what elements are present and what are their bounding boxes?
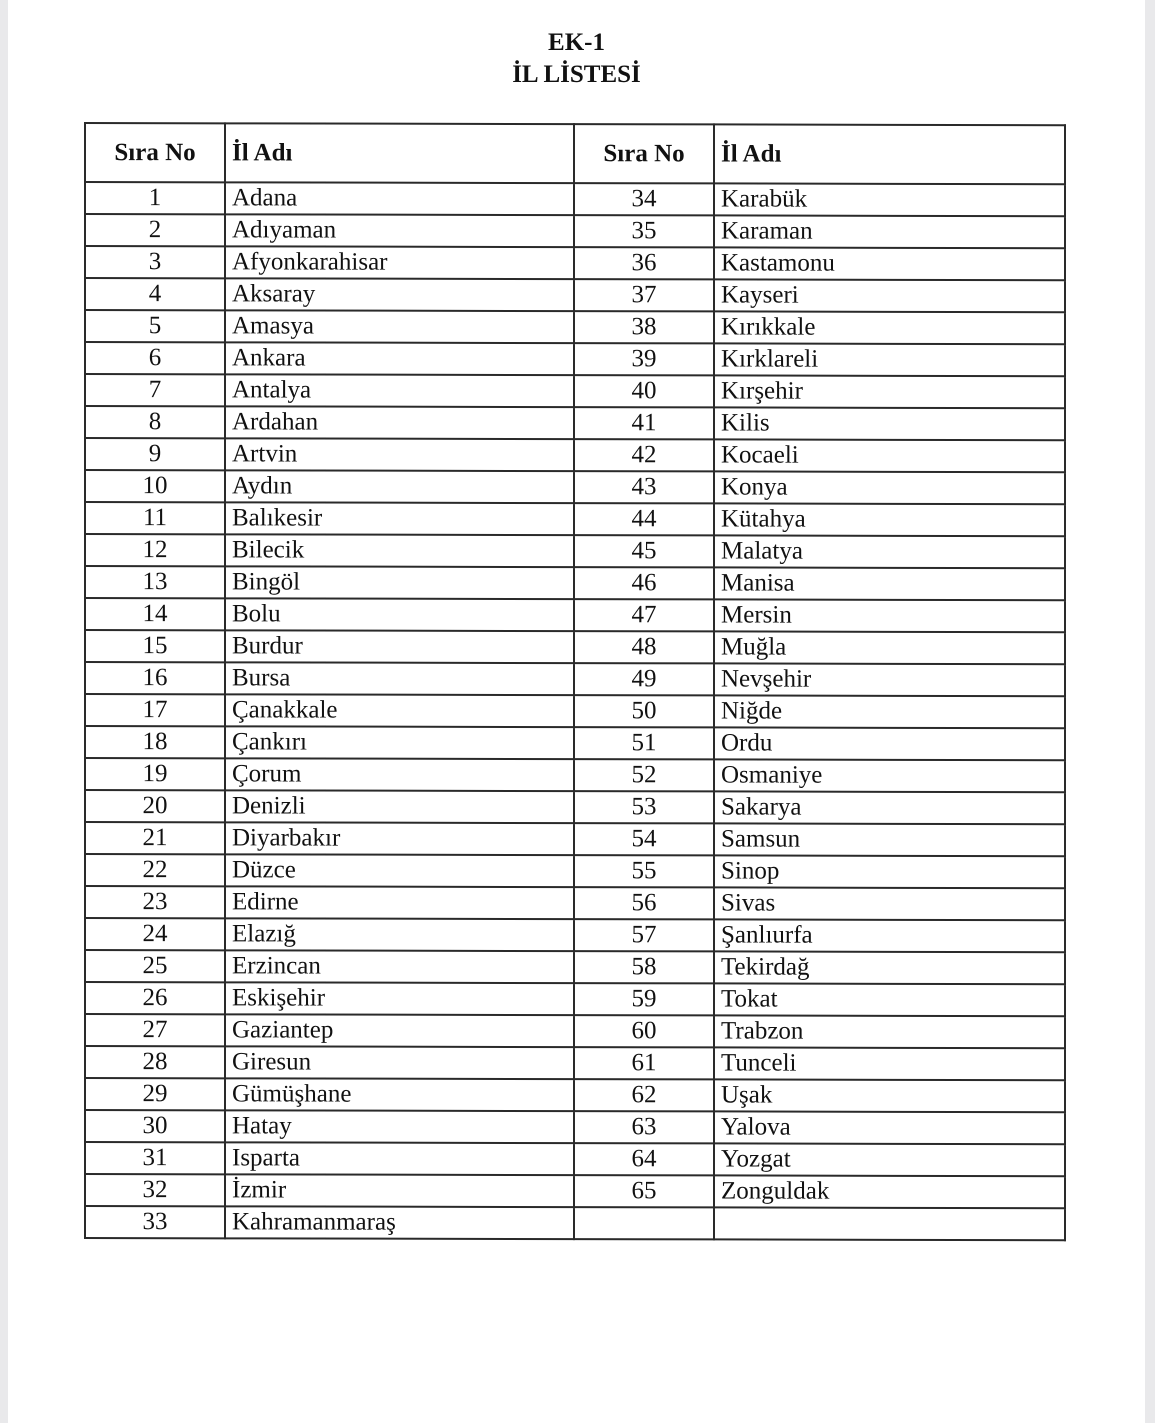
row-number-left: 16 bbox=[85, 662, 225, 694]
row-number-left: 6 bbox=[85, 342, 225, 374]
table-row bbox=[85, 1046, 1065, 1080]
province-name-right: Kırıkkale bbox=[714, 311, 1065, 344]
province-name-left: Edirne bbox=[225, 886, 574, 919]
table-header-row bbox=[85, 123, 1065, 184]
province-name-right: Karaman bbox=[714, 215, 1065, 248]
province-name-left: Isparta bbox=[225, 1142, 574, 1175]
table-row bbox=[85, 630, 1065, 664]
row-number-left: 26 bbox=[85, 982, 225, 1014]
table-row bbox=[85, 534, 1065, 568]
province-name-right: Niğde bbox=[714, 695, 1065, 728]
row-number-left: 8 bbox=[85, 406, 225, 438]
province-name-left: Düzce bbox=[225, 854, 574, 887]
province-name-left: Ardahan bbox=[225, 406, 574, 439]
row-number-right: 63 bbox=[574, 1111, 714, 1143]
table-row bbox=[85, 182, 1065, 216]
province-name-left: Aksaray bbox=[225, 278, 574, 311]
province-name-right: Uşak bbox=[714, 1079, 1065, 1112]
province-name-right: Yalova bbox=[714, 1111, 1065, 1144]
province-name-left: Eskişehir bbox=[225, 982, 574, 1015]
table-row bbox=[85, 246, 1065, 280]
province-name-right: Kırşehir bbox=[714, 375, 1065, 408]
province-name-left: Ankara bbox=[225, 342, 574, 375]
row-number-right: 45 bbox=[574, 535, 714, 567]
row-number-left: 12 bbox=[85, 534, 225, 566]
province-name-right: Sakarya bbox=[714, 791, 1065, 824]
province-name-right: Zonguldak bbox=[714, 1175, 1065, 1208]
province-name-left: Çorum bbox=[225, 758, 574, 791]
province-name-left: Erzincan bbox=[225, 950, 574, 983]
table-row bbox=[85, 438, 1065, 472]
province-name-right: Kocaeli bbox=[714, 439, 1065, 472]
row-number-left: 4 bbox=[85, 278, 225, 310]
table-body bbox=[85, 182, 1065, 1240]
province-name-left: Burdur bbox=[225, 630, 574, 663]
province-name-left: Balıkesir bbox=[225, 502, 574, 535]
table-row bbox=[85, 470, 1065, 504]
row-number-right: 35 bbox=[574, 215, 714, 247]
table-row bbox=[85, 374, 1065, 408]
row-number-right: 52 bbox=[574, 759, 714, 791]
row-number-left: 7 bbox=[85, 374, 225, 406]
table-row bbox=[85, 982, 1065, 1016]
province-name-right: Nevşehir bbox=[714, 663, 1065, 696]
row-number-left: 29 bbox=[85, 1078, 225, 1110]
table-row bbox=[85, 310, 1065, 344]
province-name-left: Artvin bbox=[225, 438, 574, 471]
row-number-right: 58 bbox=[574, 951, 714, 983]
row-number-left: 31 bbox=[85, 1142, 225, 1174]
row-number-right: 64 bbox=[574, 1143, 714, 1175]
province-name-left: Gümüşhane bbox=[225, 1078, 574, 1111]
province-name-left: Amasya bbox=[225, 310, 574, 343]
province-name-left: Adana bbox=[225, 182, 574, 215]
row-number-right: 61 bbox=[574, 1047, 714, 1079]
province-name-right: Şanlıurfa bbox=[714, 919, 1065, 952]
province-name-right: Malatya bbox=[714, 535, 1065, 568]
province-name-right: Mersin bbox=[714, 599, 1065, 632]
row-number-right: 56 bbox=[574, 887, 714, 919]
header-sira-no-right: Sıra No bbox=[574, 124, 714, 183]
header-il-adi-left: İl Adı bbox=[225, 123, 574, 183]
row-number-right: 44 bbox=[574, 503, 714, 535]
province-name-left: İzmir bbox=[225, 1174, 574, 1207]
row-number-right: 37 bbox=[574, 279, 714, 311]
row-number-left: 15 bbox=[85, 630, 225, 662]
province-name-right: Karabük bbox=[714, 183, 1065, 216]
table-row bbox=[85, 1174, 1065, 1208]
province-name-right: Ordu bbox=[714, 727, 1065, 760]
row-number-right: 53 bbox=[574, 791, 714, 823]
table-row bbox=[85, 502, 1065, 536]
table-row bbox=[85, 694, 1065, 728]
table-row bbox=[85, 278, 1065, 312]
province-name-right: Kırklareli bbox=[714, 343, 1065, 376]
row-number-left: 30 bbox=[85, 1110, 225, 1142]
table-row bbox=[85, 1078, 1065, 1112]
province-name-right: Manisa bbox=[714, 567, 1065, 600]
province-name-right: Tunceli bbox=[714, 1047, 1065, 1080]
province-name-left: Gaziantep bbox=[225, 1014, 574, 1047]
row-number-left: 28 bbox=[85, 1046, 225, 1078]
row-number-right: 49 bbox=[574, 663, 714, 695]
row-number-right: 43 bbox=[574, 471, 714, 503]
row-number-left: 3 bbox=[85, 246, 225, 278]
province-name-right: Kastamonu bbox=[714, 247, 1065, 280]
row-number-right: 38 bbox=[574, 311, 714, 343]
province-name-left: Aydın bbox=[225, 470, 574, 503]
province-name-right: Yozgat bbox=[714, 1143, 1065, 1176]
row-number-right: 40 bbox=[574, 375, 714, 407]
table-row bbox=[85, 1014, 1065, 1048]
row-number-right: 42 bbox=[574, 439, 714, 471]
row-number-left: 21 bbox=[85, 822, 225, 854]
row-number-right: 36 bbox=[574, 247, 714, 279]
province-name-left: Çankırı bbox=[225, 726, 574, 759]
table-row bbox=[85, 854, 1065, 888]
province-table bbox=[84, 122, 1066, 1241]
row-number-right: 62 bbox=[574, 1079, 714, 1111]
row-number-left: 11 bbox=[85, 502, 225, 534]
row-number-left: 14 bbox=[85, 598, 225, 630]
row-number-right: 34 bbox=[574, 183, 714, 215]
table-row bbox=[85, 950, 1065, 984]
row-number-left: 9 bbox=[85, 438, 225, 470]
row-number-right: 59 bbox=[574, 983, 714, 1015]
row-number-right bbox=[574, 1207, 714, 1239]
province-name-left: Elazığ bbox=[225, 918, 574, 951]
province-name-right: Trabzon bbox=[714, 1015, 1065, 1048]
table-row bbox=[85, 726, 1065, 760]
province-name-left: Çanakkale bbox=[225, 694, 574, 727]
row-number-right: 60 bbox=[574, 1015, 714, 1047]
province-name-right: Muğla bbox=[714, 631, 1065, 664]
table-row bbox=[85, 886, 1065, 920]
header-sira-no-left: Sıra No bbox=[85, 123, 225, 182]
province-name-right: Sinop bbox=[714, 855, 1065, 888]
row-number-right: 41 bbox=[574, 407, 714, 439]
row-number-left: 32 bbox=[85, 1174, 225, 1206]
document-page bbox=[8, 0, 1145, 1423]
province-name-left: Giresun bbox=[225, 1046, 574, 1079]
row-number-left: 24 bbox=[85, 918, 225, 950]
province-name-left: Bingöl bbox=[225, 566, 574, 599]
table-row bbox=[85, 822, 1065, 856]
row-number-left: 1 bbox=[85, 182, 225, 214]
row-number-left: 5 bbox=[85, 310, 225, 342]
row-number-right: 57 bbox=[574, 919, 714, 951]
row-number-left: 33 bbox=[85, 1206, 225, 1238]
province-name-right: Osmaniye bbox=[714, 759, 1065, 792]
province-name-left: Diyarbakır bbox=[225, 822, 574, 855]
province-name-right bbox=[714, 1207, 1065, 1240]
row-number-right: 51 bbox=[574, 727, 714, 759]
header-il-adi-right: İl Adı bbox=[714, 124, 1065, 184]
row-number-right: 47 bbox=[574, 599, 714, 631]
row-number-right: 50 bbox=[574, 695, 714, 727]
table-row bbox=[85, 598, 1065, 632]
province-name-left: Adıyaman bbox=[225, 214, 574, 247]
province-name-right: Konya bbox=[714, 471, 1065, 504]
document-code: EK-1 bbox=[548, 29, 605, 56]
province-name-right: Kilis bbox=[714, 407, 1065, 440]
row-number-right: 46 bbox=[574, 567, 714, 599]
table-row bbox=[85, 758, 1065, 792]
row-number-left: 18 bbox=[85, 726, 225, 758]
table-row bbox=[85, 406, 1065, 440]
province-name-right: Kütahya bbox=[714, 503, 1065, 536]
province-name-left: Bursa bbox=[225, 662, 574, 695]
row-number-left: 20 bbox=[85, 790, 225, 822]
table-row bbox=[85, 790, 1065, 824]
province-name-right: Tekirdağ bbox=[714, 951, 1065, 984]
province-name-left: Hatay bbox=[225, 1110, 574, 1143]
row-number-right: 39 bbox=[574, 343, 714, 375]
row-number-left: 19 bbox=[85, 758, 225, 790]
table-row bbox=[85, 214, 1065, 248]
row-number-left: 10 bbox=[85, 470, 225, 502]
row-number-left: 2 bbox=[85, 214, 225, 246]
row-number-left: 25 bbox=[85, 950, 225, 982]
row-number-left: 23 bbox=[85, 886, 225, 918]
row-number-left: 27 bbox=[85, 1014, 225, 1046]
table-row bbox=[85, 1110, 1065, 1144]
province-name-left: Denizli bbox=[225, 790, 574, 823]
province-name-right: Sivas bbox=[714, 887, 1065, 920]
row-number-right: 54 bbox=[574, 823, 714, 855]
table-row bbox=[85, 662, 1065, 696]
row-number-right: 48 bbox=[574, 631, 714, 663]
province-name-right: Tokat bbox=[714, 983, 1065, 1016]
table-row bbox=[85, 1206, 1065, 1240]
row-number-left: 13 bbox=[85, 566, 225, 598]
row-number-right: 55 bbox=[574, 855, 714, 887]
document-title: İL LİSTESİ bbox=[512, 61, 641, 88]
table-row bbox=[85, 1142, 1065, 1176]
table-row bbox=[85, 918, 1065, 952]
province-name-left: Bilecik bbox=[225, 534, 574, 567]
province-name-left: Antalya bbox=[225, 374, 574, 407]
province-name-right: Kayseri bbox=[714, 279, 1065, 312]
row-number-right: 65 bbox=[574, 1175, 714, 1207]
table-row bbox=[85, 566, 1065, 600]
province-name-left: Bolu bbox=[225, 598, 574, 631]
row-number-left: 17 bbox=[85, 694, 225, 726]
province-name-left: Afyonkarahisar bbox=[225, 246, 574, 279]
province-name-left: Kahramanmaraş bbox=[225, 1206, 574, 1239]
row-number-left: 22 bbox=[85, 854, 225, 886]
table-row bbox=[85, 342, 1065, 376]
province-name-right: Samsun bbox=[714, 823, 1065, 856]
